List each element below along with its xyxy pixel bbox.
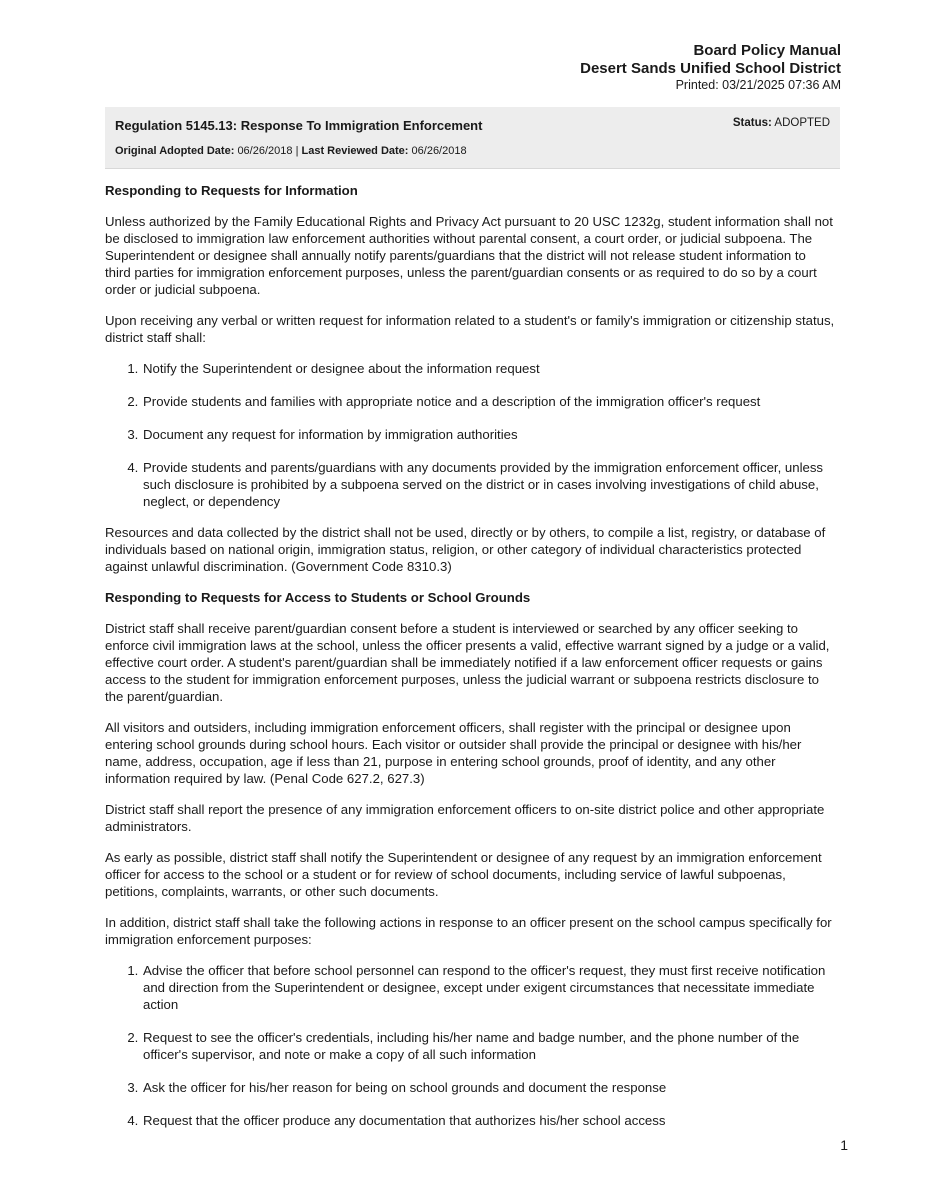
list-item: 2. Request to see the officer's credentials, including his/her name and badge number, and the phone number of the officer's supervisor, and note or make a copy of all such information	[142, 1029, 835, 1063]
original-adopted-label: Original Adopted Date:	[115, 145, 235, 157]
last-reviewed-label: Last Reviewed Date:	[301, 145, 409, 157]
last-reviewed-date: 06/26/2018	[411, 145, 467, 157]
paragraph: All visitors and outsiders, including immigration enforcement officers, shall register with the principal or designee upon entering school grounds during school hours. Each visitor or outsider shall provide the principal or designee with his/her name, address, occupation, age if less than 21, purpose in entering school grounds, proof of identity, and any other information required by law. (Penal Code 627.2, 627.3)	[105, 720, 802, 786]
list-item: 1. Notify the Superintendent or designee about the information request	[142, 360, 835, 377]
district-name: Desert Sands Unified School District	[580, 60, 841, 77]
page-number: 1	[840, 1137, 848, 1153]
status-value: ADOPTED	[774, 117, 830, 129]
list-item: 4. Request that the officer produce any documentation that authorizes his/her school access	[142, 1112, 835, 1129]
section-heading-information: Responding to Requests for Information	[105, 183, 358, 198]
paragraph: Upon receiving any verbal or written request for information related to a student's or family's immigration or citizenship status, district staff shall:	[105, 313, 835, 345]
paragraph: In addition, district staff shall take the following actions in response to an officer present on the school campus specifically for immigration enforcement purposes:	[105, 915, 832, 947]
regulation-header-box	[105, 107, 840, 169]
paragraph: District staff shall receive parent/guardian consent before a student is interviewed or searched by any officer seeking to enforce civil immigration laws at the school, unless the officer presents a valid, effective warrant signed by a judge or a valid, effective court order. A student's parent/guardian shall be immediately notified if a law enforcement officer requests or gains access to the student for immigration enforcement purposes, unless the judicial warrant or subpoena restricts disclosure to the parent/guardian.	[105, 621, 830, 704]
printed-timestamp: Printed: 03/21/2025 07:36 AM	[675, 78, 841, 92]
section-heading-access: Responding to Requests for Access to Students or School Grounds	[105, 590, 531, 605]
information-request-steps	[105, 360, 835, 510]
paragraph: As early as possible, district staff shall notify the Superintendent or designee of any request by an immigration enforcement officer for access to the school or a student or for review of school documents, including service of lawful subpoenas, petitions, complaints, warrants, or other such documents.	[105, 850, 822, 899]
manual-title: Board Policy Manual	[693, 42, 841, 59]
list-item: 1. Advise the officer that before school personnel can respond to the officer's request, they must first receive notification and direction from the Superintendent or designee, except under exigent circumstances that necessitate immediate action	[142, 962, 835, 1013]
paragraph: District staff shall report the presence of any immigration enforcement officers to on-site district police and other appropriate administrators.	[105, 802, 825, 834]
officer-response-steps	[105, 962, 835, 1129]
page-header	[580, 42, 841, 93]
regulation-title: Regulation 5145.13: Response To Immigration Enforcement	[115, 118, 483, 133]
list-item: 4. Provide students and parents/guardians with any documents provided by the immigration enforcement officer, unless such disclosure is prohibited by a subpoena served on the district or in cases involving investigations of child abuse, neglect, or dependency	[142, 459, 835, 510]
list-item: 3. Ask the officer for his/her reason for being on school grounds and document the response	[142, 1079, 835, 1096]
document-body	[105, 182, 835, 1143]
status-label: Status:	[732, 117, 772, 129]
regulation-dates	[115, 145, 467, 157]
list-item: 3. Document any request for information by immigration authorities	[142, 426, 835, 443]
paragraph: Resources and data collected by the district shall not be used, directly or by others, to compile a list, registry, or database of individuals based on national origin, immigration status, religion, or other category of individual characteristics protected against unlawful discrimination. (Government Code 8310.3)	[105, 525, 826, 574]
paragraph: Unless authorized by the Family Educational Rights and Privacy Act pursuant to 20 USC 1232g, student information shall not be disclosed to immigration law enforcement authorities without parental consent, a court order, or judicial subpoena. The Superintendent or designee shall annually notify parents/guardians that the district will not release student information to third parties for immigration enforcement purposes, unless the parent/guardian consents or as required to do so by a court order or judicial subpoena.	[105, 214, 833, 297]
list-item: 2. Provide students and families with appropriate notice and a description of the immigration officer's request	[142, 393, 835, 410]
status-badge	[733, 117, 830, 129]
original-adopted-date: 06/26/2018	[237, 145, 293, 157]
date-separator: |	[295, 145, 299, 157]
